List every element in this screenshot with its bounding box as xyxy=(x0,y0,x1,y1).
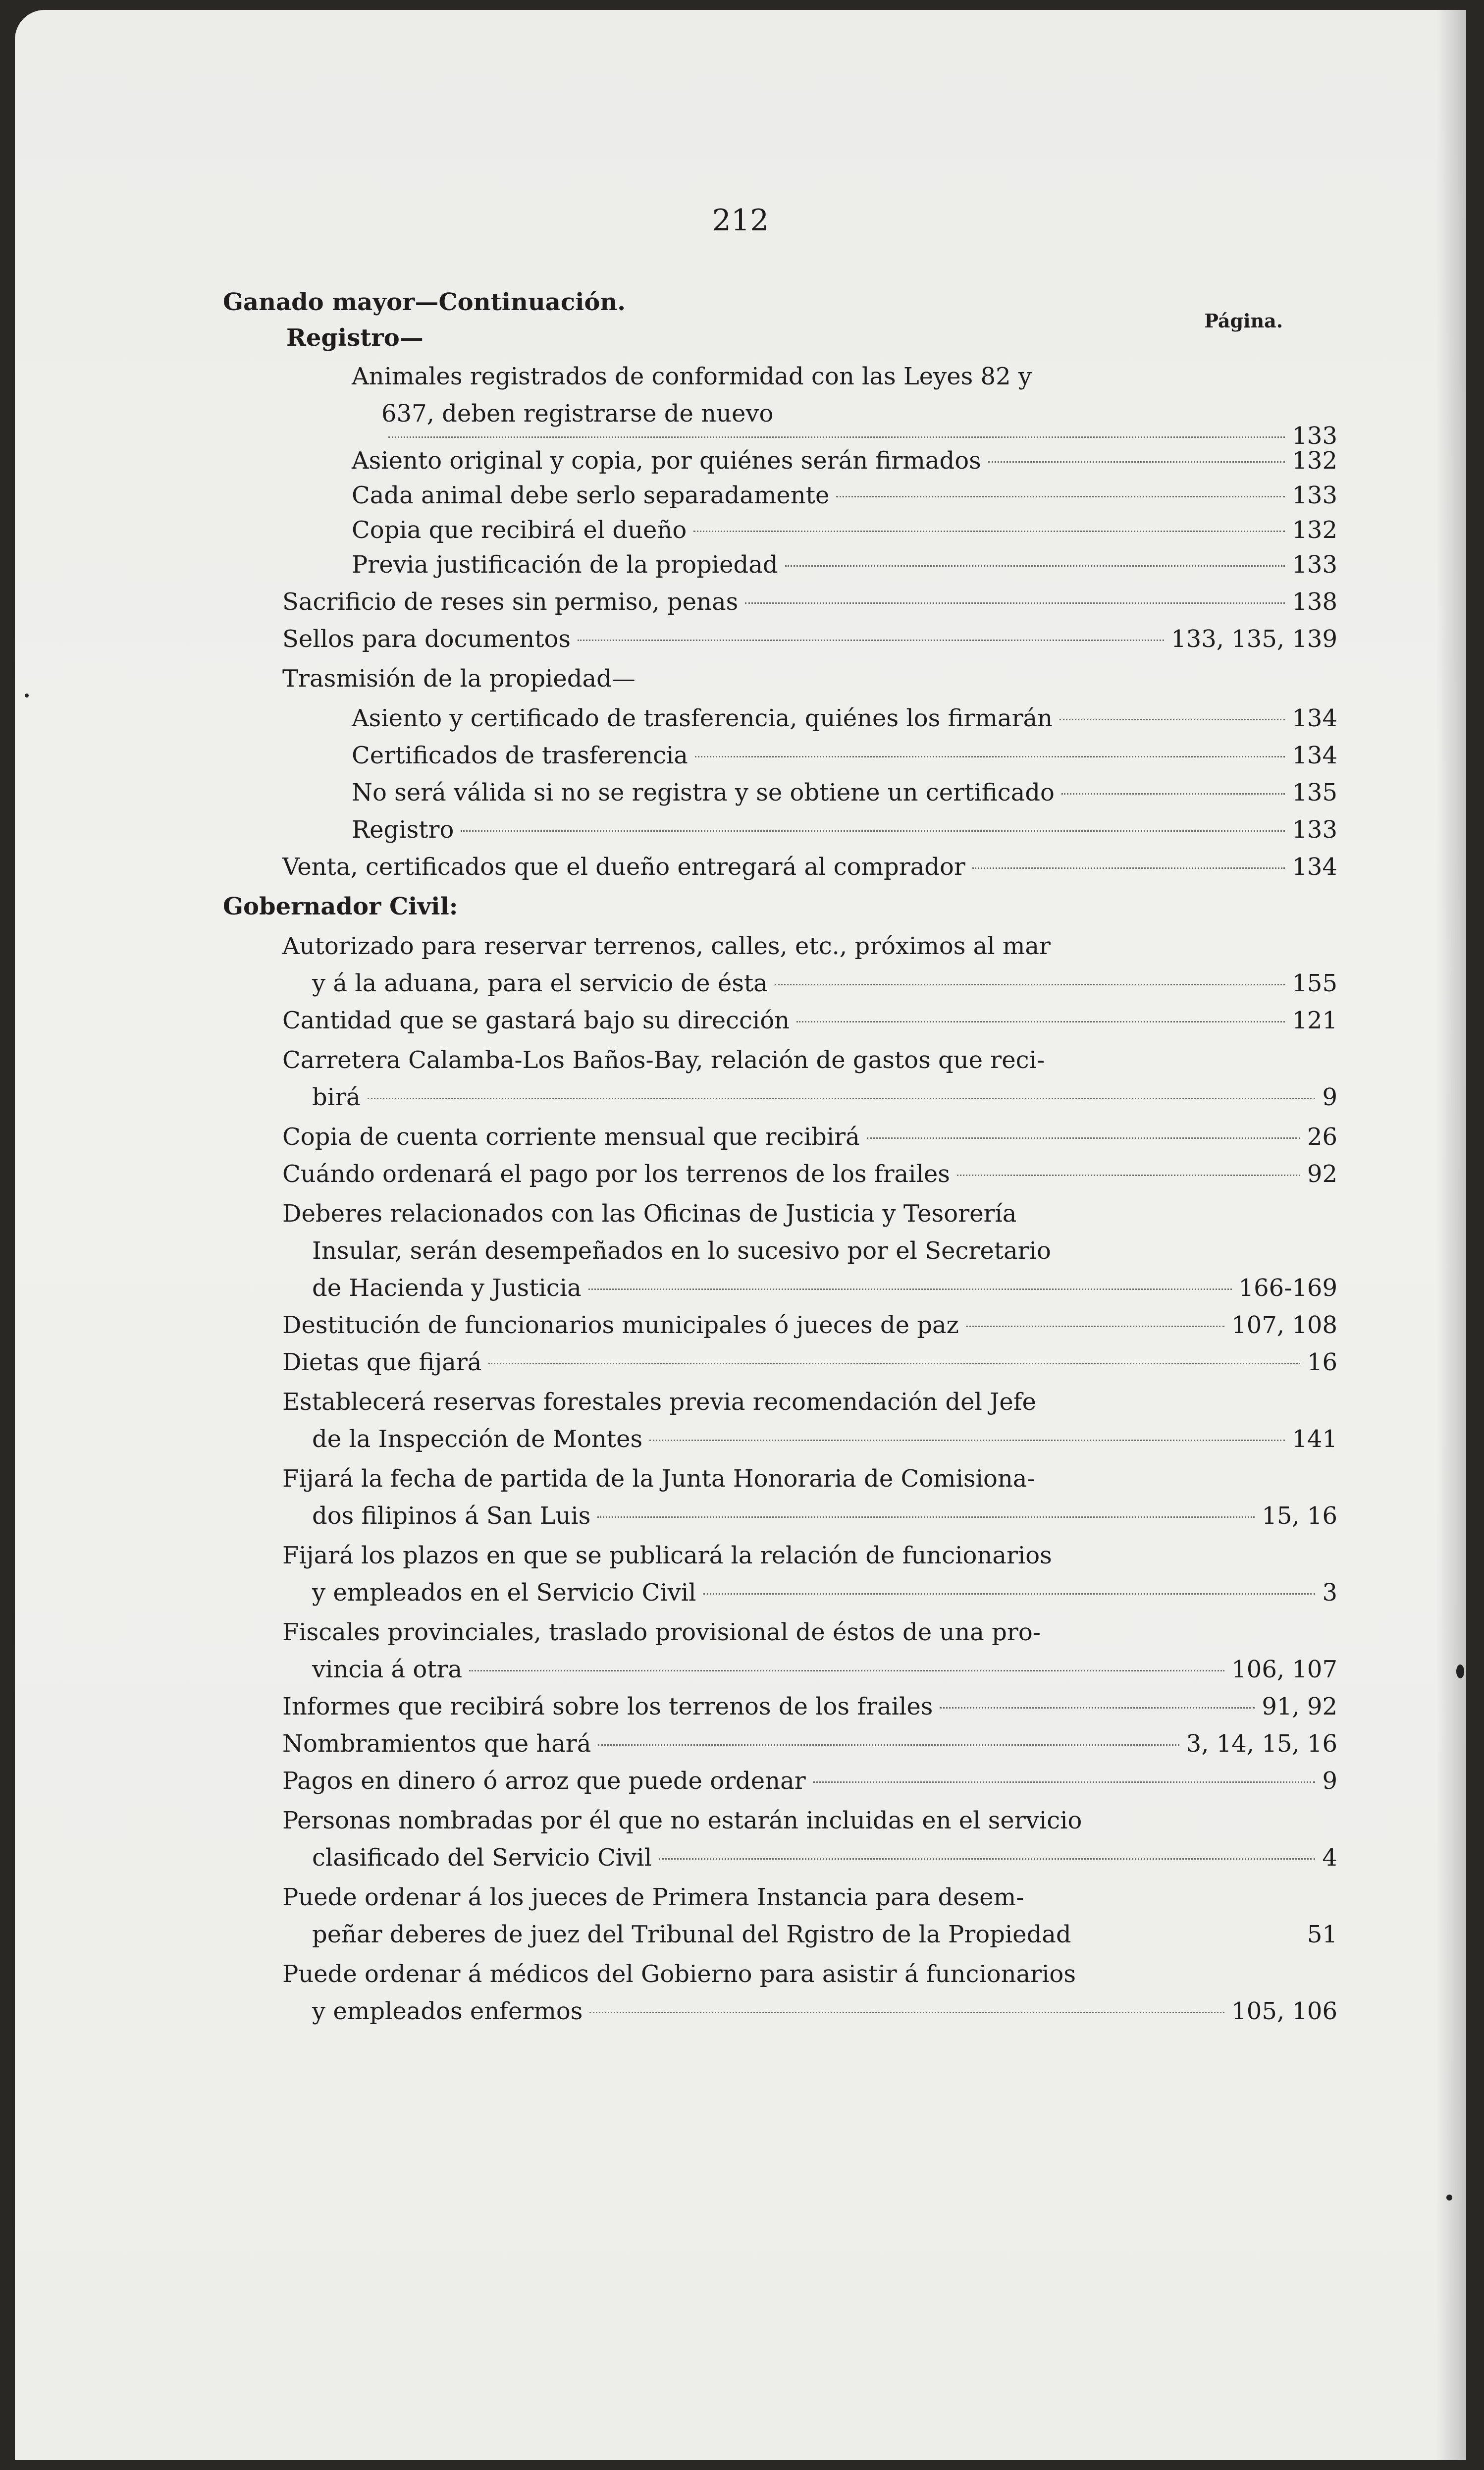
page-reference: 9 xyxy=(1322,1767,1337,1795)
leader-dots xyxy=(988,461,1285,463)
entry-text: Personas nombradas por él que no estarán incluidas en el servicio xyxy=(282,1807,1082,1834)
leader-dots xyxy=(461,830,1285,832)
index-line xyxy=(282,1387,1273,1417)
entry-text: de Hacienda y Justicia xyxy=(312,1274,582,1302)
index-line xyxy=(286,323,484,353)
leader-dots xyxy=(469,1670,1224,1671)
page-reference: 138 xyxy=(1292,588,1337,616)
index-line xyxy=(282,1045,1273,1075)
entry-text: de la Inspección de Montes xyxy=(312,1425,643,1453)
leader-dots xyxy=(703,1593,1316,1595)
index-line xyxy=(282,931,1273,961)
page-reference: 51 xyxy=(1307,1921,1337,1948)
entry-text: birá xyxy=(312,1083,361,1111)
entry-text: Destitución de funcionarios municipales ó jueces de paz xyxy=(282,1311,959,1339)
page-reference: 26 xyxy=(1307,1123,1337,1151)
index-line xyxy=(352,446,1337,476)
page-reference: 91, 92 xyxy=(1262,1693,1337,1720)
leader-dots xyxy=(693,531,1285,532)
entry-text: Asiento y certificado de trasferencia, quiénes los firmarán xyxy=(352,704,1053,732)
page-reference: 133 xyxy=(1292,482,1337,509)
page-reference: 134 xyxy=(1292,742,1337,769)
index-line xyxy=(312,1655,1337,1684)
entry-text: Copia que recibirá el dueño xyxy=(352,516,687,544)
entry-text: Copia de cuenta corriente mensual que recibirá xyxy=(282,1123,860,1151)
leader-dots xyxy=(1061,793,1285,795)
entry-text: Asiento original y copia, por quiénes serán firmados xyxy=(352,447,981,475)
leader-dots xyxy=(589,2012,1224,2013)
page-reference: 133 xyxy=(1292,422,1337,450)
index-line xyxy=(282,1347,1337,1377)
entry-text: Fiscales provinciales, traslado provisional de éstos de una pro- xyxy=(282,1618,1041,1646)
entry-text: Previa justificación de la propiedad xyxy=(352,551,778,579)
page-reference: 134 xyxy=(1292,704,1337,732)
page-reference: 107, 108 xyxy=(1231,1311,1337,1339)
index-line xyxy=(312,1424,1337,1454)
leader-dots xyxy=(745,602,1285,604)
page-reference: 166-169 xyxy=(1238,1274,1337,1302)
index-line xyxy=(282,1806,1273,1835)
entry-text: Venta, certificados que el dueño entregará al comprador xyxy=(282,853,965,881)
index-line xyxy=(282,624,1337,654)
leader-dots xyxy=(695,756,1285,757)
entry-text: Puede ordenar á médicos del Gobierno para asistir á funcionarios xyxy=(282,1960,1076,1988)
index-line xyxy=(282,1882,1273,1912)
page-reference: 135 xyxy=(1292,779,1337,806)
page-reference: 15, 16 xyxy=(1262,1502,1337,1530)
page-reference: 121 xyxy=(1292,1007,1337,1034)
entry-text: Pagos en dinero ó arroz que puede ordenar xyxy=(282,1767,806,1795)
index-line xyxy=(282,1541,1273,1570)
entry-text: Trasmisión de la propiedad— xyxy=(282,665,636,693)
index-line xyxy=(312,1920,1337,1949)
entry-text: dos filipinos á San Luis xyxy=(312,1502,591,1530)
index-line xyxy=(352,815,1337,845)
leader-dots xyxy=(785,565,1285,567)
leader-dots xyxy=(972,867,1285,869)
leader-dots xyxy=(1060,719,1285,720)
page-reference: 133 xyxy=(1292,816,1337,844)
entry-text: Cantidad que se gastará bajo su dirección xyxy=(282,1007,790,1034)
entry-text: Informes que recibirá sobre los terrenos de los frailes xyxy=(282,1693,933,1720)
leader-dots xyxy=(488,1363,1300,1364)
entry-text: clasificado del Servicio Civil xyxy=(312,1844,652,1872)
entry-text: Sellos para documentos xyxy=(282,625,571,653)
index-line xyxy=(282,852,1337,882)
index-line xyxy=(352,515,1337,545)
index-line xyxy=(312,1236,1273,1266)
index-line xyxy=(282,664,877,694)
index-line xyxy=(312,1996,1337,2026)
document-page xyxy=(15,10,1466,2460)
index-line xyxy=(352,362,1258,391)
entry-text: Sacrificio de reses sin permiso, penas xyxy=(282,588,739,616)
entry-text: Nombramientos que hará xyxy=(282,1730,591,1758)
index-line xyxy=(282,1310,1337,1340)
margin-speck xyxy=(1456,1665,1464,1678)
margin-speck xyxy=(1446,2195,1452,2201)
index-line xyxy=(282,1122,1337,1152)
index-line xyxy=(282,1729,1337,1759)
entry-text: No será válida si no se registra y se obtiene un certificado xyxy=(352,779,1055,806)
index-line xyxy=(312,1273,1337,1303)
entry-text: Certificados de trasferencia xyxy=(352,742,688,769)
leader-dots xyxy=(813,1781,1316,1783)
index-line xyxy=(282,1617,1273,1647)
index-line xyxy=(282,1199,1273,1229)
entry-text: y empleados en el Servicio Civil xyxy=(312,1579,696,1607)
entry-text: Establecerá reservas forestales previa recomendación del Jefe xyxy=(282,1388,1036,1416)
index-line xyxy=(312,1578,1337,1608)
margin-speck xyxy=(25,694,29,698)
leader-dots xyxy=(368,1098,1316,1099)
leader-dots xyxy=(388,436,1285,438)
index-line xyxy=(282,1692,1337,1721)
page-number: 212 xyxy=(712,203,769,238)
page-reference: 132 xyxy=(1292,516,1337,544)
index-entries xyxy=(15,10,1466,2460)
entry-text: 637, deben registrarse de nuevo xyxy=(381,400,774,428)
page-reference: 4 xyxy=(1322,1844,1337,1872)
entry-text: Ganado mayor—Continuación. xyxy=(223,288,626,316)
entry-text: Cuándo ordenará el pago por los terrenos de los frailes xyxy=(282,1160,950,1188)
leader-dots xyxy=(578,640,1164,641)
index-line xyxy=(223,892,619,921)
page-reference: 133 xyxy=(1292,551,1337,579)
index-line xyxy=(312,1843,1337,1873)
page-reference: 141 xyxy=(1292,1425,1337,1453)
index-line xyxy=(352,550,1337,580)
leader-dots xyxy=(957,1175,1300,1176)
leader-dots xyxy=(940,1707,1255,1709)
leader-dots xyxy=(597,1516,1255,1518)
index-line xyxy=(312,1082,1337,1112)
entry-text: Insular, serán desempeñados en lo sucesivo por el Secretario xyxy=(312,1237,1051,1265)
entry-text: y á la aduana, para el servicio de ésta xyxy=(312,969,768,997)
entry-text: Dietas que fijará xyxy=(282,1348,482,1376)
entry-text: Registro— xyxy=(286,324,424,352)
index-line xyxy=(352,741,1337,770)
entry-text: Deberes relacionados con las Oficinas de Justicia y Tesorería xyxy=(282,1200,1017,1228)
leader-dots xyxy=(588,1289,1232,1290)
page-reference: 3, 14, 15, 16 xyxy=(1186,1730,1337,1758)
entry-text: Puede ordenar á los jueces de Primera Instancia para desem- xyxy=(282,1883,1024,1911)
entry-text: y empleados enfermos xyxy=(312,1997,583,2025)
leader-dots xyxy=(796,1021,1285,1022)
index-line xyxy=(223,287,718,317)
page-reference: 134 xyxy=(1292,853,1337,881)
leader-dots xyxy=(836,496,1285,497)
index-line xyxy=(312,968,1337,998)
page-reference: 3 xyxy=(1322,1579,1337,1607)
leader-dots xyxy=(649,1440,1285,1441)
page-reference: 16 xyxy=(1307,1348,1337,1376)
index-line xyxy=(282,587,1337,617)
entry-text: Registro xyxy=(352,816,454,844)
index-line xyxy=(312,1501,1337,1531)
leader-dots xyxy=(598,1744,1179,1746)
entry-text: Fijará la fecha de partida de la Junta Honoraria de Comisiona- xyxy=(282,1465,1035,1493)
page-reference: 92 xyxy=(1307,1160,1337,1188)
leader-dots xyxy=(659,1858,1315,1860)
index-line xyxy=(352,481,1337,510)
entry-text: peñar deberes de juez del Tribunal del Rgistro de la Propiedad xyxy=(312,1921,1071,1948)
index-line xyxy=(282,1159,1337,1189)
entry-text: Fijará los plazos en que se publicará la relación de funcionarios xyxy=(282,1542,1052,1569)
index-line xyxy=(282,1766,1337,1796)
page-reference: 133, 135, 139 xyxy=(1171,625,1337,653)
entry-text: Carretera Calamba-Los Baños-Bay, relación de gastos que reci- xyxy=(282,1046,1045,1074)
page-reference: 105, 106 xyxy=(1231,1997,1337,2025)
page-reference: 132 xyxy=(1292,447,1337,475)
entry-text: Gobernador Civil: xyxy=(223,893,458,920)
leader-dots xyxy=(775,984,1285,985)
pagina-column-header: Página. xyxy=(1204,310,1283,332)
index-line xyxy=(352,703,1337,733)
page-reference: 9 xyxy=(1322,1083,1337,1111)
index-line xyxy=(282,1959,1273,1989)
leader-dots xyxy=(966,1326,1224,1327)
index-line xyxy=(282,1006,1337,1035)
leader-dots xyxy=(867,1137,1300,1139)
index-line xyxy=(352,778,1337,807)
index-line xyxy=(282,1464,1273,1494)
entry-text: vincia á otra xyxy=(312,1656,463,1683)
page-reference: 106, 107 xyxy=(1231,1656,1337,1683)
entry-text: Autorizado para reservar terrenos, calles, etc., próximos al mar xyxy=(282,932,1051,960)
page-reference: 155 xyxy=(1292,969,1337,997)
entry-text: Cada animal debe serlo separadamente xyxy=(352,482,830,509)
entry-text: Animales registrados de conformidad con las Leyes 82 y xyxy=(352,363,1032,390)
